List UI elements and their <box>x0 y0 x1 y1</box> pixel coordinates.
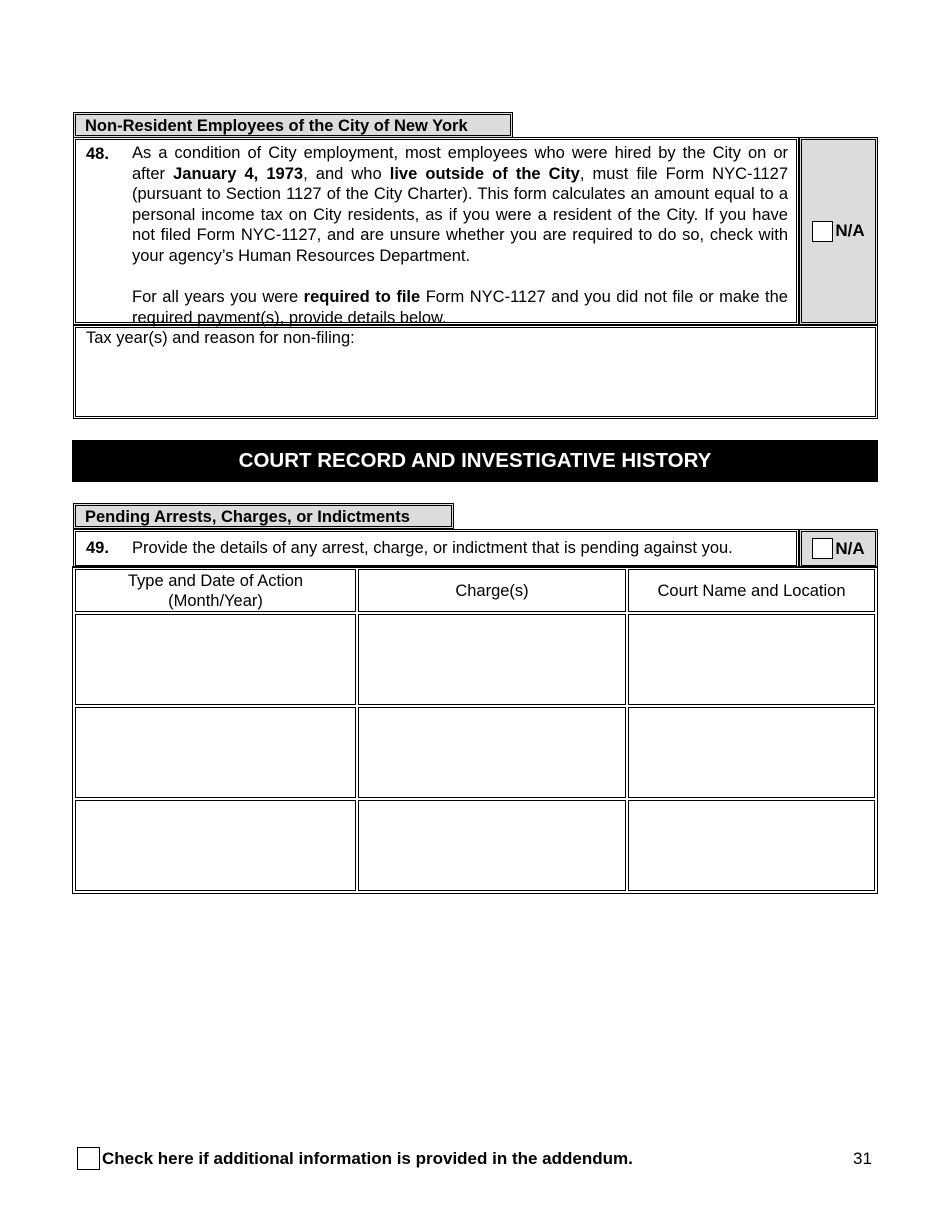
question-48-na-area <box>799 137 878 325</box>
column-header-line: Type and Date of Action <box>127 571 304 590</box>
question-49 <box>73 529 799 568</box>
type-date-input[interactable] <box>75 707 356 798</box>
addendum-checkbox[interactable] <box>77 1147 100 1170</box>
column-header-charges: Charge(s) <box>358 569 626 612</box>
column-header-line: (Month/Year) <box>168 591 263 610</box>
q48-text-part: , must file Form NYC-1127 (pursuant to Section 1127 of the City Charter). This form calculates an amount equal to a personal income tax on City residents, as if you were a resident of the City. If you have not filed Form NYC-1127, and are unsure whether you are required to do so, check with your agency’s Human Resources Department. <box>132 164 788 265</box>
page-number: 31 <box>853 1149 872 1168</box>
q48-text-part: Form NYC-1127 and you did not file or make the required payment(s), provide details below. <box>132 288 788 327</box>
column-header-type-date <box>75 569 356 612</box>
court-location-input[interactable] <box>628 800 875 891</box>
charges-input[interactable] <box>358 800 626 891</box>
question-49-na-label: N/A <box>835 538 865 558</box>
tax-year-details-label: Tax year(s) and reason for non-filing: <box>86 329 355 347</box>
question-49-text: Provide the details of any arrest, charge, or indictment that is pending against you. <box>132 539 733 557</box>
table-header-row <box>75 569 875 612</box>
tax-year-details-field[interactable] <box>73 325 878 419</box>
pending-arrests-header: Pending Arrests, Charges, or Indictments <box>73 503 454 529</box>
q48-text-part: For all years you were <box>132 288 304 307</box>
addendum-row <box>77 1147 633 1170</box>
court-location-input[interactable] <box>628 707 875 798</box>
question-49-number: 49. <box>86 539 109 557</box>
addendum-label: Check here if additional information is provided in the addendum. <box>102 1148 633 1168</box>
court-record-section-title: COURT RECORD AND INVESTIGATIVE HISTORY <box>72 440 878 482</box>
column-header-court: Court Name and Location <box>628 569 875 612</box>
charges-input[interactable] <box>358 707 626 798</box>
type-date-input[interactable] <box>75 800 356 891</box>
type-date-input[interactable] <box>75 614 356 705</box>
q48-residence-emphasis: live outside of the City <box>389 164 580 183</box>
question-49-na-area <box>799 529 878 568</box>
nonresident-header: Non-Resident Employees of the City of New York <box>73 112 513 138</box>
question-49-na-checkbox[interactable] <box>812 538 833 559</box>
court-location-input[interactable] <box>628 614 875 705</box>
q48-required-emphasis: required to file <box>303 288 421 307</box>
table-row <box>75 800 875 891</box>
table-row <box>75 707 875 798</box>
question-48-na-label: N/A <box>835 221 865 240</box>
question-48 <box>73 137 799 325</box>
q48-text-part: , and who <box>303 164 390 183</box>
pending-arrests-table <box>72 566 878 894</box>
q48-date-emphasis: January 4, 1973 <box>173 164 304 183</box>
question-48-number: 48. <box>86 145 109 163</box>
table-row <box>75 614 875 705</box>
charges-input[interactable] <box>358 614 626 705</box>
question-48-text <box>132 143 788 328</box>
question-48-na-checkbox[interactable] <box>812 221 833 242</box>
q48-text-part: As a condition of City employment, most employees who were hired by the City on or after <box>132 144 788 183</box>
